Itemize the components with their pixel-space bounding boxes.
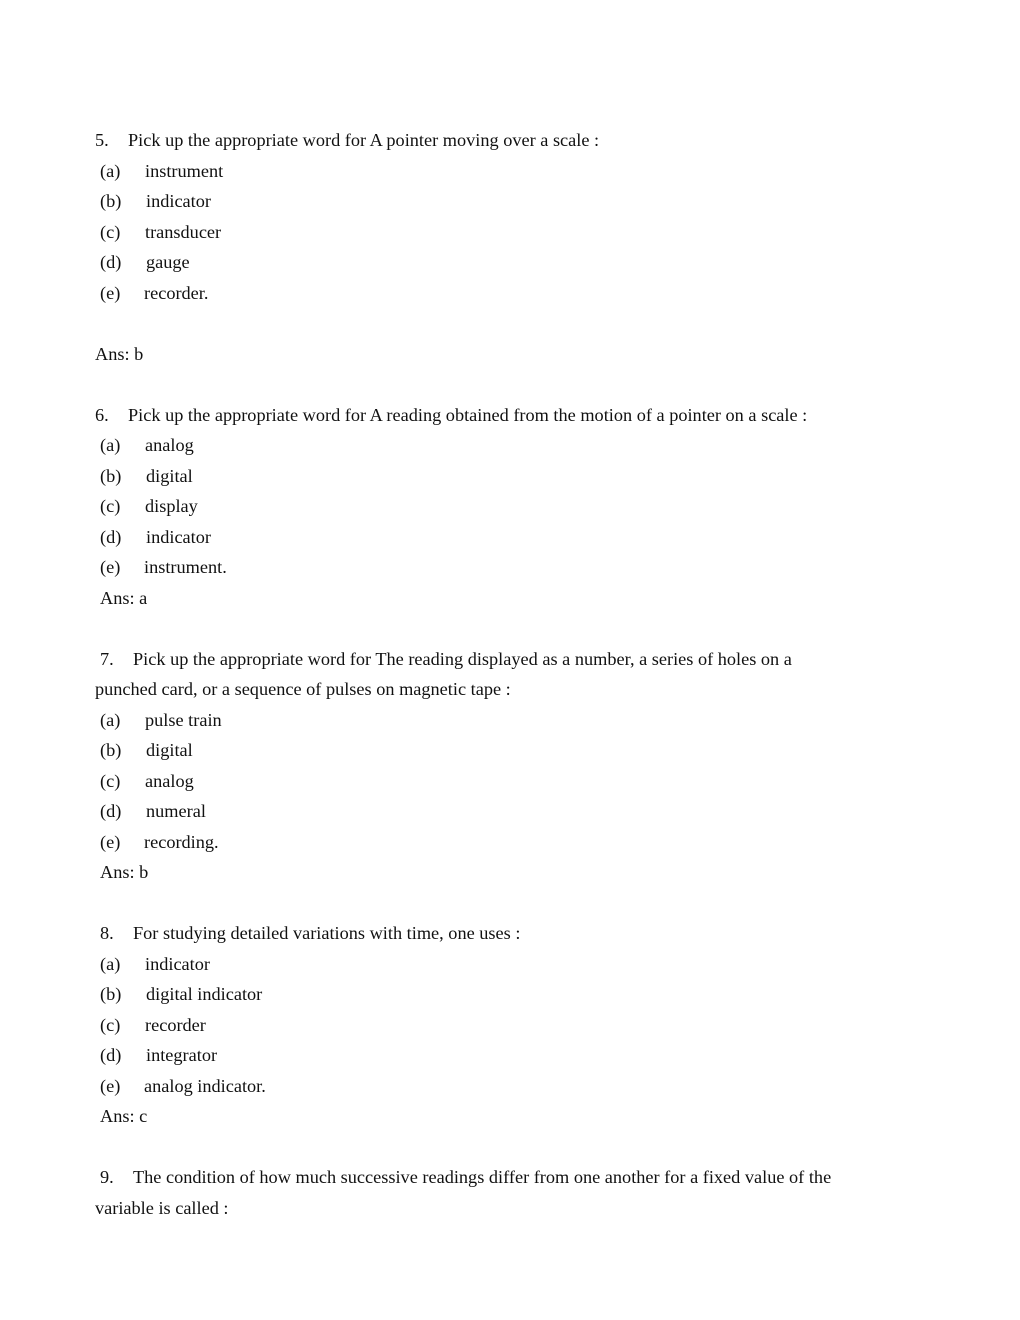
question-number: 9. [100,1167,114,1187]
option-label: (b) [100,465,122,486]
option-text: digital [146,740,193,760]
option-text: gauge [146,252,190,272]
question-text: Pick up the appropriate word for The reading displayed as a number, a series of holes on a [133,648,792,669]
option-text: recorder. [144,282,209,303]
option-text: transducer [145,221,222,242]
question-8-line [0,918,1020,949]
blank-line [0,888,1020,919]
answer: Ans: a [100,587,148,608]
question-text-continued: punched card, or a sequence of pulses on magnetic tape : [95,679,511,699]
option-label: (a) [100,160,121,181]
option-label: (d) [100,252,122,272]
question-text-continued: variable is called : [95,1197,229,1218]
option-row [0,979,1020,1010]
answer-row [0,1101,1020,1132]
option-row [0,1010,1020,1041]
question-number: 7. [100,648,114,669]
option-row [0,827,1020,858]
option-text: recording. [144,831,219,852]
question-number: 8. [100,923,114,943]
option-label: (c) [100,221,121,242]
question-7-line [0,644,1020,675]
option-row [0,217,1020,248]
option-label: (e) [100,282,121,303]
option-text: analog indicator. [144,1075,266,1096]
option-text: numeral [146,801,206,821]
option-text: pulse train [145,709,222,730]
option-row [0,461,1020,492]
question-9-line [0,1193,1020,1224]
option-text: analog [145,435,194,455]
question-text: Pick up the appropriate word for A pointer moving over a scale : [128,130,600,150]
option-label: (b) [100,984,122,1004]
option-row [0,766,1020,797]
option-row [0,430,1020,461]
option-text: instrument [145,160,224,181]
option-label: (e) [100,1075,121,1096]
document-page [0,125,1020,1223]
option-text: recorder [145,1014,206,1035]
option-row [0,705,1020,736]
option-label: (c) [100,1014,121,1035]
option-row [0,949,1020,980]
question-9-line [0,1162,1020,1193]
option-label: (d) [100,526,122,547]
blank-line [0,1132,1020,1163]
option-row [0,278,1020,309]
option-row [0,247,1020,278]
option-text: digital [146,465,193,486]
option-text: digital indicator [146,984,263,1004]
option-label: (c) [100,770,121,791]
answer-row [0,857,1020,888]
option-label: (c) [100,496,121,516]
option-label: (a) [100,435,121,455]
answer: Ans: b [100,862,149,882]
option-text: indicator [146,526,211,547]
question-text: Pick up the appropriate word for A reading obtained from the motion of a pointer on a scale : [128,404,808,425]
option-row [0,186,1020,217]
answer: Ans: b [95,343,144,364]
blank-line [0,613,1020,644]
blank-line [0,308,1020,339]
option-text: analog [145,770,194,791]
blank-line [0,369,1020,400]
option-row [0,522,1020,553]
option-label: (e) [100,557,121,577]
option-text: instrument. [144,557,227,577]
option-label: (a) [100,709,121,730]
question-number: 6. [95,404,109,425]
option-label: (d) [100,801,122,821]
option-row [0,735,1020,766]
option-text: integrator [146,1045,218,1065]
option-row [0,491,1020,522]
option-row [0,156,1020,187]
question-6-line [0,400,1020,431]
option-label: (b) [100,740,122,760]
option-row [0,1040,1020,1071]
question-number: 5. [95,130,109,150]
answer-row [0,339,1020,370]
option-label: (a) [100,953,121,974]
option-text: indicator [146,191,211,211]
question-text: The condition of how much successive readings differ from one another for a fixed value of the [133,1167,832,1187]
answer-row [0,583,1020,614]
option-text: display [145,496,198,516]
question-5-line [0,125,1020,156]
question-text: For studying detailed variations with time, one uses : [133,923,521,943]
option-text: indicator [145,953,210,974]
option-row [0,552,1020,583]
option-row [0,1071,1020,1102]
option-label: (d) [100,1045,122,1065]
option-row [0,796,1020,827]
option-label: (e) [100,831,121,852]
answer: Ans: c [100,1106,148,1126]
question-7-line [0,674,1020,705]
option-label: (b) [100,191,122,211]
